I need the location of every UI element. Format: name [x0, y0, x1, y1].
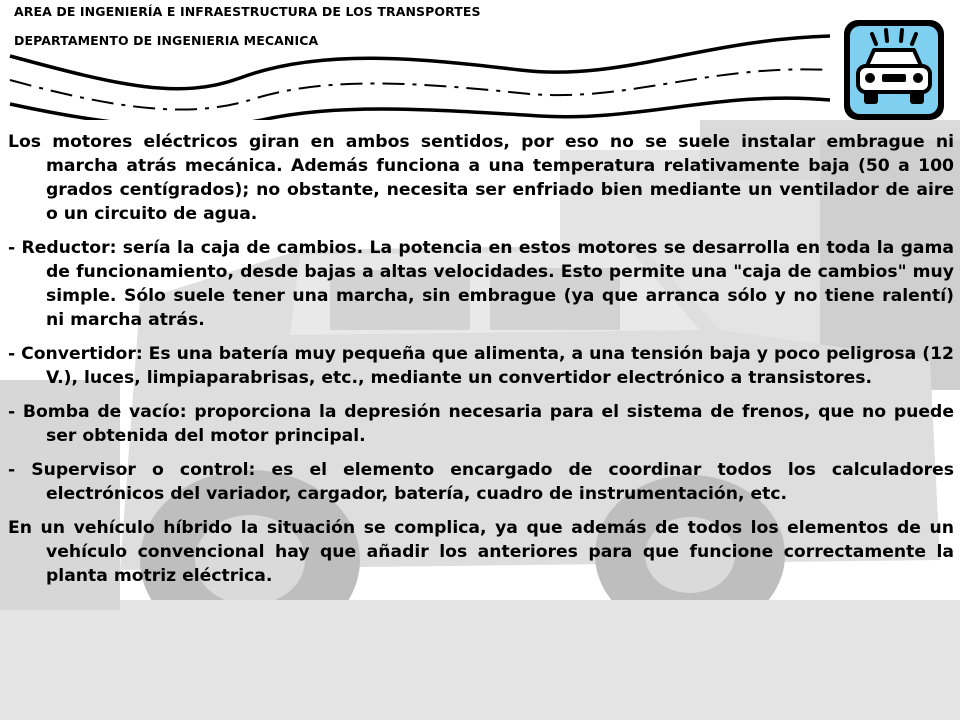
header-area-title: AREA DE INGENIERÍA E INFRAESTRUCTURA DE LOS TRANSPORTES [14, 4, 481, 19]
paragraph-hybrid-vehicle: En un vehículo híbrido la situación se complica, ya que además de todos los elementos de un vehículo convencional hay que añadir los anteriores para que funcione correctamente la planta motriz eléctrica. [8, 518, 954, 586]
main-text [8, 130, 954, 598]
road-graphic [0, 30, 840, 120]
car-icon [842, 18, 946, 122]
paragraph-convertidor: - Convertidor: Es una batería muy pequeña que alimenta, a una tensión baja y poco peligrosa (12 V.), luces, limpiaparabrisas, etc., mediante un convertidor electrónico a transistores. [8, 344, 954, 388]
paragraph-supervisor: - Supervisor o control: es el elemento encargado de coordinar todos los calculadores electrónicos del variador, cargador, batería, cuadro de instrumentación, etc. [8, 460, 954, 504]
paragraph-reductor: - Reductor: sería la caja de cambios. La potencia en estos motores se desarrolla en toda la gama de funcionamiento, desde bajas a altas velocidades. Esto permite una "caja de cambios" muy simple. Sólo suele tener una marcha, sin embrague (ya que arranca sólo y no tiene ralentí) ni marcha atrás. [8, 238, 954, 330]
paragraph-electric-motors: Los motores eléctricos giran en ambos sentidos, por eso no se suele instalar embrague ni marcha atrás mecánica. Además funciona a una temperatura relativamente baja (50 a 100 grados centígrados); no obstante, necesita ser enfriado bien mediante un ventilador de aire o un circuito de agua. [8, 132, 954, 224]
paragraph-bomba-de-vacio: - Bomba de vacío: proporciona la depresión necesaria para el sistema de frenos, que no puede ser obtenida del motor principal. [8, 402, 954, 446]
header-department-title: DEPARTAMENTO DE INGENIERIA MECANICA [14, 33, 319, 48]
